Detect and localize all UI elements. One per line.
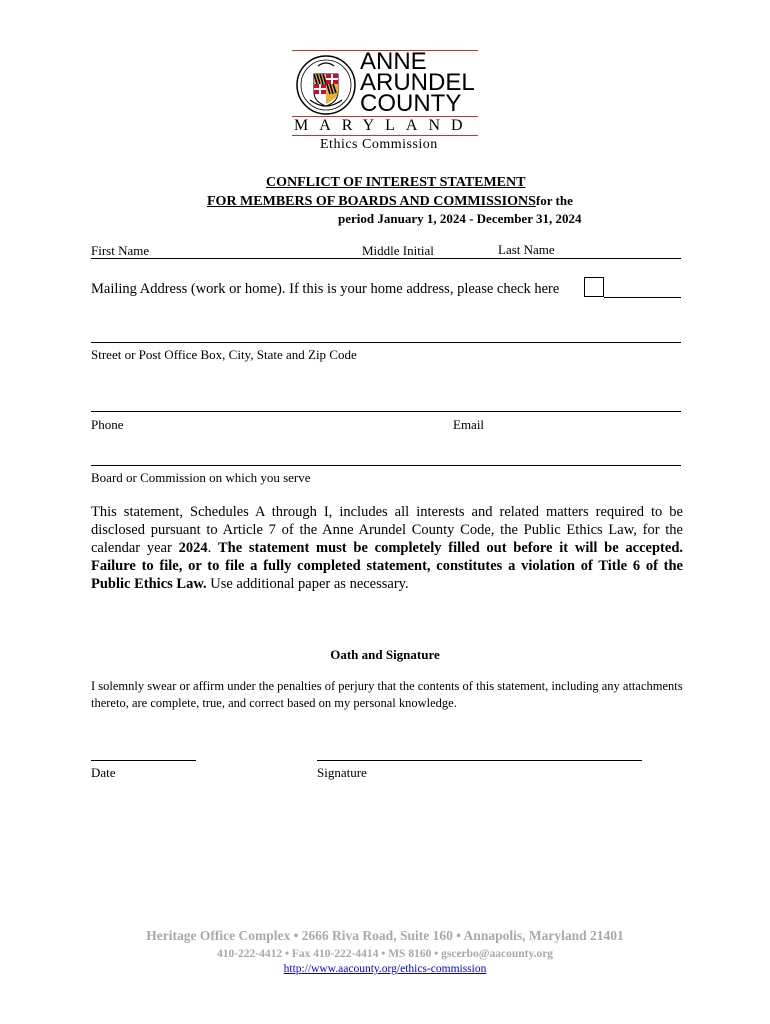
signature-label: Signature [317, 765, 367, 780]
signature-line[interactable] [317, 760, 642, 761]
date-label: Date [91, 765, 116, 780]
home-address-checkbox[interactable] [584, 277, 604, 297]
board-line[interactable] [91, 465, 681, 466]
mailing-address-label: Mailing Address (work or home). If this is your home address, please check here [91, 281, 560, 297]
heading-line2-tail: for the [535, 193, 573, 208]
logo-line-arundel: ARUNDEL [360, 69, 475, 96]
heading-line3: period January 1, 2024 - December 31, 2024 [338, 211, 582, 226]
phone-label: Phone [91, 417, 124, 432]
logo-state: MARYLAND [294, 117, 474, 134]
statement-year: 2024 [178, 540, 208, 556]
county-seal-icon [296, 52, 356, 118]
oath-title: Oath and Signature [330, 647, 440, 662]
statement-part1: This statement, Schedules A through I, includes all interests and related matters required to be disclosed pursuant to Article 7 of the Anne Arundel County Code, the Public Ethics Law, for the calendar year [91, 504, 683, 556]
email-label: Email [453, 417, 485, 432]
logo-subtitle: Ethics Commission [320, 137, 438, 152]
phone-email-line[interactable] [91, 411, 681, 412]
statement-bold: The statement must be completely filled out before it will be accepted. Failure to file, or to file a fully completed statement, constitutes a violation of Title 6 of the Public Ethics Law. [91, 540, 684, 592]
statement-part3: Use additional paper as necessary. [206, 576, 409, 592]
heading-line1: CONFLICT OF INTEREST STATEMENT [266, 175, 526, 190]
last-name-label: Last Name [498, 242, 555, 257]
statement-paragraph [91, 503, 683, 593]
mailing-address-line[interactable] [91, 342, 681, 343]
first-name-label: First Name [91, 243, 150, 258]
footer-url-link[interactable]: http://www.aacounty.org/ethics-commission [283, 963, 487, 975]
logo-line-county: COUNTY [360, 90, 462, 117]
oath-text: I solemnly swear or affirm under the penalties of perjury that the contents of this statement, including any attachments thereto, are complete, true, and correct based on my personal knowledge. [91, 679, 683, 710]
statement-part2: . [207, 540, 218, 556]
heading-line2 [207, 193, 573, 210]
footer-url-wrap [0, 963, 770, 975]
footer-address: Heritage Office Complex • 2666 Riva Road, Suite 160 • Annapolis, Maryland 21401 [146, 928, 624, 943]
middle-initial-label: Middle Initial [362, 243, 434, 258]
mailing-line-tail [604, 297, 681, 298]
logo-line-anne: ANNE [360, 48, 427, 75]
name-field-line[interactable] [91, 258, 681, 259]
board-label: Board or Commission on which you serve [91, 470, 311, 485]
footer-contact: 410-222-4412 • Fax 410-222-4414 • MS 8160 • gscerbo@aacounty.org [216, 948, 554, 960]
heading-line2-main: FOR MEMBERS OF BOARDS AND COMMISSIONS [207, 194, 536, 209]
street-label: Street or Post Office Box, City, State and Zip Code [91, 347, 357, 362]
logo-bottom-rule [292, 135, 478, 136]
date-line[interactable] [91, 760, 196, 761]
